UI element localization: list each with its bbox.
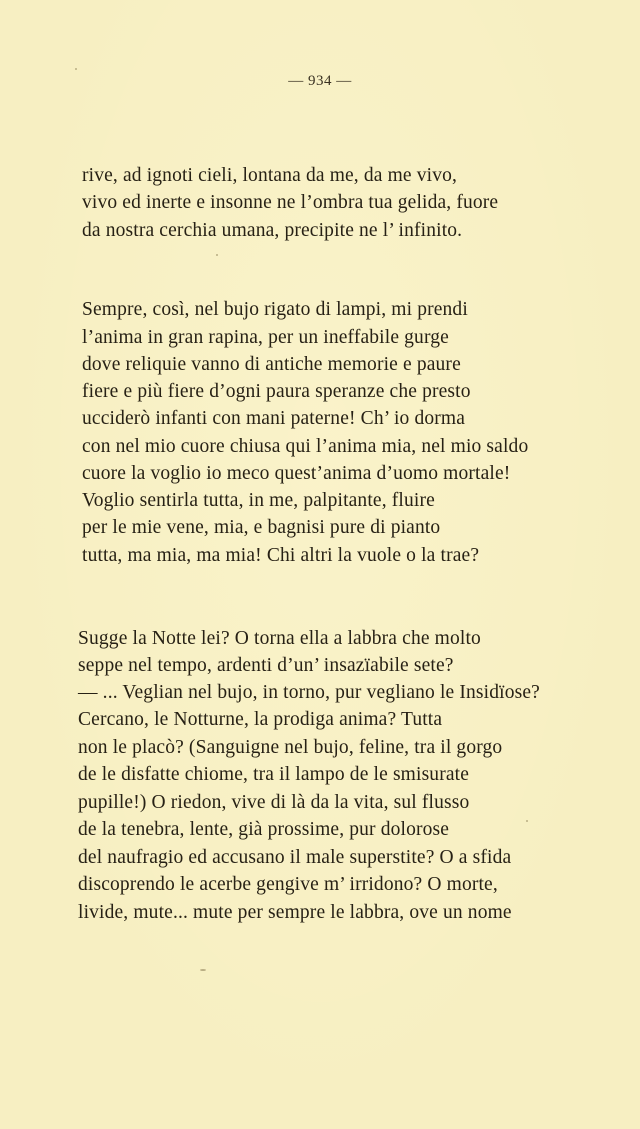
verse-line: fiere e più fiere d’ogni paura speranze che presto — [82, 381, 471, 402]
verse-line: cuore la voglio io meco quest’anima d’uomo mortale! — [82, 463, 511, 484]
verse-line: vivo ed inerte e insonne ne l’ombra tua gelida, fuore — [82, 192, 499, 213]
verse-line: Cercano, le Notturne, la prodiga anima? Tutta — [78, 709, 443, 730]
verse-line: rive, ad ignoti cieli, lontana da me, da me vivo, — [82, 165, 458, 186]
verse-line: de le disfatte chiome, tra il lampo de le smisurate — [78, 764, 470, 785]
verse-line: livide, mute... mute per sempre le labbra, ove un nome — [78, 902, 512, 923]
verse-line: — ... Veglian nel bujo, in torno, pur vegliano le Insidïose? — [78, 682, 540, 703]
verse-line: seppe nel tempo, ardenti d’un’ insazïabile sete? — [78, 655, 454, 676]
verse-line: Voglio sentirla tutta, in me, palpitante, fluire — [82, 490, 435, 511]
verse-line: tutta, ma mia, ma mia! Chi altri la vuole o la trae? — [82, 545, 480, 566]
verse-line: Sugge la Notte lei? O torna ella a labbra che molto — [78, 628, 481, 649]
paper-speck — [526, 820, 528, 822]
verse-line: per le mie vene, mia, e bagnisi pure di pianto — [82, 517, 441, 538]
verse-line: del naufragio ed accusano il male superstite? O a sfida — [78, 847, 512, 868]
verse-line: non le placò? (Sanguigne nel bujo, feline, tra il gorgo — [78, 737, 503, 758]
verse-line: da nostra cerchia umana, precipite ne l’ infinito. — [82, 220, 463, 241]
page-number: — 934 — — [288, 73, 352, 89]
verse-line: pupille!) O riedon, vive di là da la vita, sul flusso — [78, 792, 470, 813]
verse-line: dove reliquie vanno di antiche memorie e paure — [82, 354, 461, 375]
paper-speck — [200, 969, 206, 971]
verse-line: Sempre, così, nel bujo rigato di lampi, mi prendi — [82, 299, 468, 320]
verse-line: discoprendo le acerbe gengive m’ irridono? O morte, — [78, 874, 498, 895]
verse-line: de la tenebra, lente, già prossime, pur dolorose — [78, 819, 450, 840]
verse-line: con nel mio cuore chiusa qui l’anima mia, nel mio saldo — [82, 436, 529, 457]
verse-line: l’anima in gran rapina, per un ineffabile gurge — [82, 327, 449, 348]
paper-speck — [75, 68, 77, 70]
verse-line: ucciderò infanti con mani paterne! Ch’ io dorma — [82, 408, 466, 429]
paper-speck — [216, 254, 218, 256]
